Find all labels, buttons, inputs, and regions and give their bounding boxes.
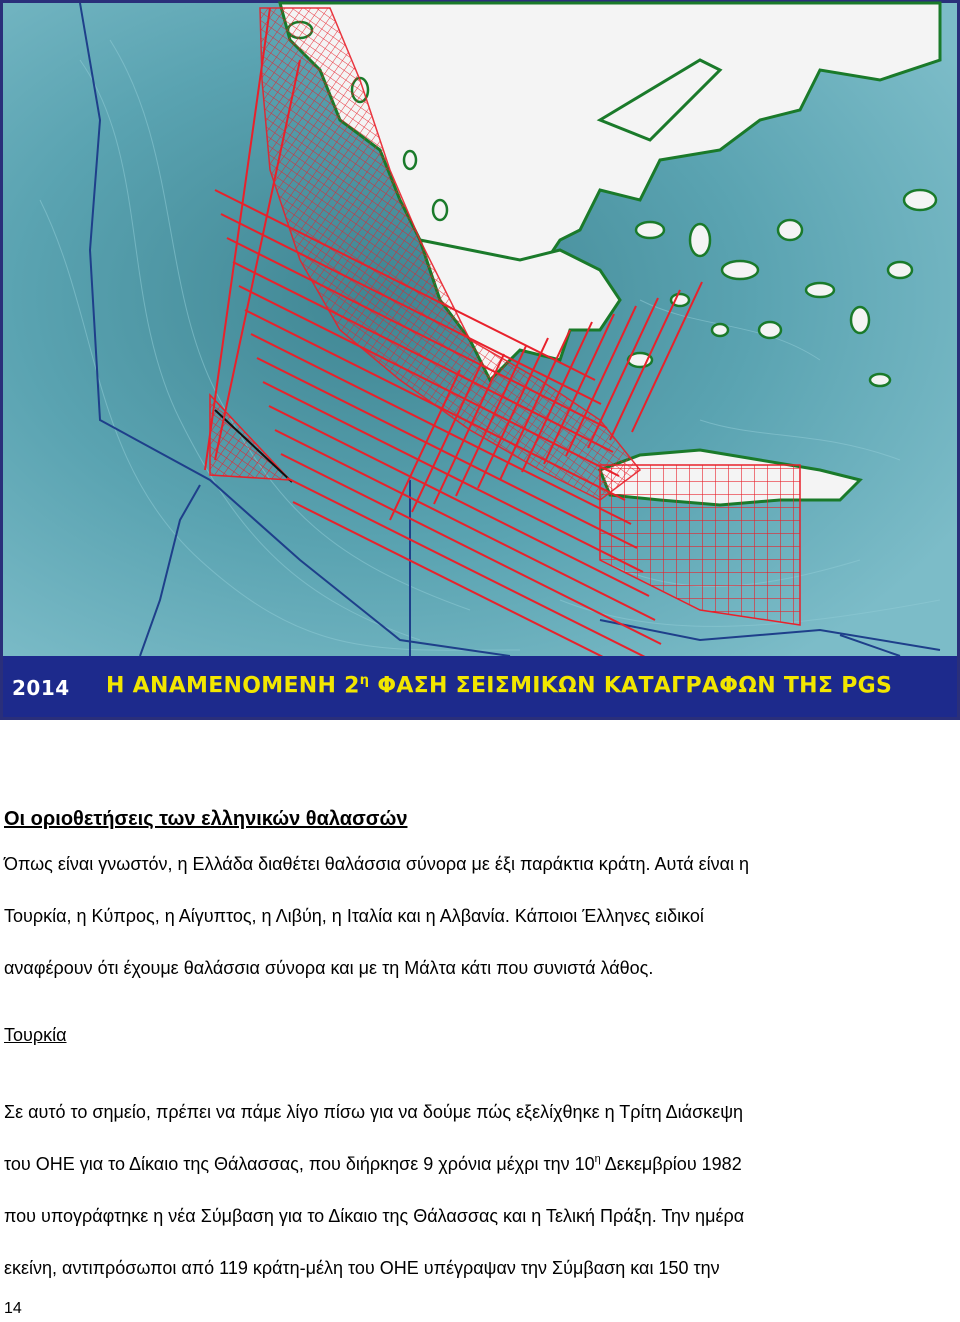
page-number: 14: [4, 1300, 22, 1317]
map-caption-title: [106, 673, 892, 698]
turkey-paragraph: [4, 1086, 954, 1294]
turkey-line: εκείνη, αντιπρόσωποι από 119 κράτη-μέλη του ΟΗΕ υπέγραψαν την Σύμβαση και 150 την: [4, 1258, 720, 1278]
turkey-line-post: Δεκεμβρίου 1982: [600, 1154, 742, 1174]
map-caption-pre: Η ΑΝΑΜΕΝΟΜΕΝΗ 2: [106, 673, 360, 699]
intro-line: Όπως είναι γνωστόν, η Ελλάδα διαθέτει θαλάσσια σύνορα με έξι παράκτια κράτη. Αυτά είναι η: [4, 854, 750, 874]
intro-line: αναφέρουν ότι έχουμε θαλάσσια σύνορα και με τη Μάλτα κάτι που συνιστά λάθος.: [4, 958, 654, 978]
intro-paragraph: [4, 838, 954, 994]
section-heading: Οι οριοθετήσεις των ελληνικών θαλασσών: [4, 808, 408, 830]
turkey-line: Σε αυτό το σημείο, πρέπει να πάμε λίγο πίσω για να δούμε πώς εξελίχθηκε η Τρίτη Διάσκεψη: [4, 1102, 744, 1122]
map-caption-sup: η: [359, 673, 370, 688]
map-caption-post: ΦΑΣΗ ΣΕΙΣΜΙΚΩΝ ΚΑΤΑΓΡΑΦΩΝ ΤΗΣ: [369, 673, 842, 699]
subheading-turkey: Τουρκία: [4, 1025, 67, 1045]
turkey-line-pre: του ΟΗΕ για το Δίκαιο της Θάλασσας, που διήρκησε 9 χρόνια μέχρι την 10: [4, 1154, 595, 1174]
map-caption-brand: PGS: [841, 673, 893, 699]
map-year-label: 2014: [12, 676, 70, 700]
turkey-line: που υπογράφτηκε η νέα Σύμβαση για το Δίκαιο της Θάλασσας και η Τελική Πράξη. Την ημέρα: [4, 1206, 745, 1226]
ordinal-sup: η: [594, 1153, 601, 1165]
turkey-line: [4, 1138, 954, 1190]
intro-line: Τουρκία, η Κύπρος, η Αίγυπτος, η Λιβύη, η Ιταλία και η Αλβανία. Κάποιοι Έλληνες ειδικοί: [4, 906, 704, 926]
